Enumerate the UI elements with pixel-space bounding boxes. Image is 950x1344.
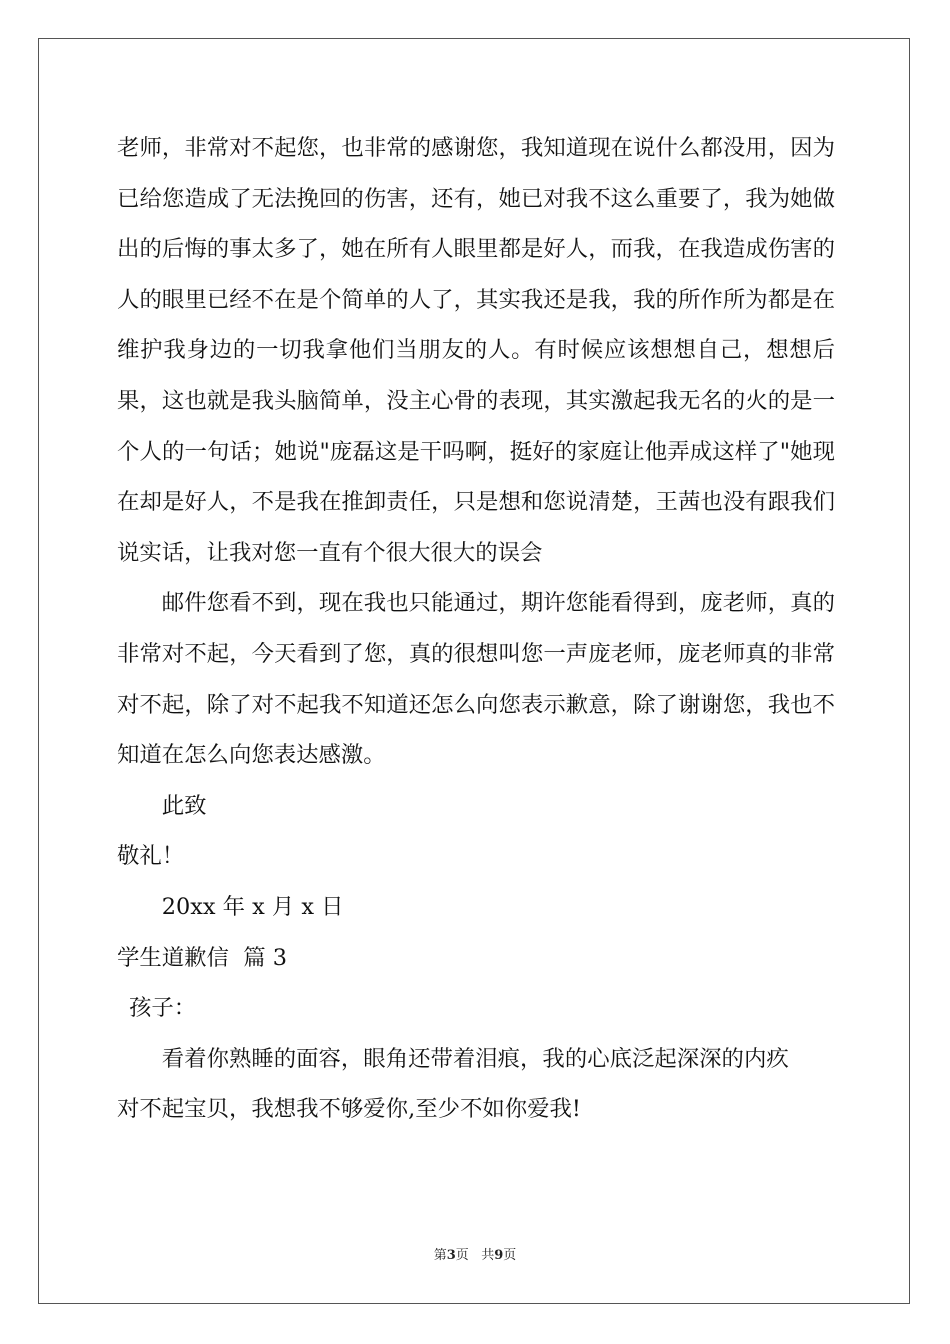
footer-current-page: 3	[446, 1248, 456, 1263]
body-paragraph-3: 看着你熟睡的面容，眼角还带着泪痕，我的心底泛起深深的内疚	[161, 1045, 789, 1072]
section-title: 学生道歉信 篇 3	[117, 944, 287, 971]
closing-regards: 敬礼！	[117, 843, 185, 870]
footer-middle: 页 共	[455, 1248, 495, 1263]
letter-salutation: 孩子：	[129, 995, 197, 1022]
footer-prefix: 第	[433, 1248, 447, 1263]
body-paragraph-1: 老师，非常对不起您，也非常的感谢您，我知道现在说什么都没用，因为已给您造成了无法挽回的伤害，还有，她已对我不这么重要了，我为她做出的后悔的事太多了，她在所有人眼里都是好人，而我，在我造成伤害的人的眼里已经不在是个简单的人了，其实我还是我，我的所作所为都是在维护我身边的一切我拿他们当朋友的人。有时候应该想想自己，想想后果，这也就是我头脑简单，没主心骨的表现，其实激起我无名的火的是一个人的一句话；她说"庞磊这是干吗啊，挺好的家庭让他弄成这样了"她现在却是好人，不是我在推卸责任，只是想和您说清楚，王茜也没有跟我们说实话，让我对您一直有个很大很大的误会	[117, 135, 835, 566]
footer-total-pages: 9	[494, 1248, 504, 1263]
footer-suffix: 页	[503, 1248, 517, 1263]
body-paragraph-4: 对不起宝贝，我想我不够爱你,至少不如你爱我!	[117, 1096, 581, 1123]
letter-date: 20xx 年 x 月 x 日	[161, 893, 344, 920]
page-footer	[0, 1247, 950, 1265]
document-body	[117, 123, 835, 1135]
body-paragraph-2: 邮件您看不到，现在我也只能通过，期许您能看得到，庞老师，真的非常对不起，今天看到了您，真的很想叫您一声庞老师，庞老师真的非常对不起，除了对不起我不知道还怎么向您表示歉意，除了谢谢您，我也不知道在怎么向您表达感激。	[117, 590, 835, 769]
closing-salutation: 此致	[161, 792, 207, 819]
